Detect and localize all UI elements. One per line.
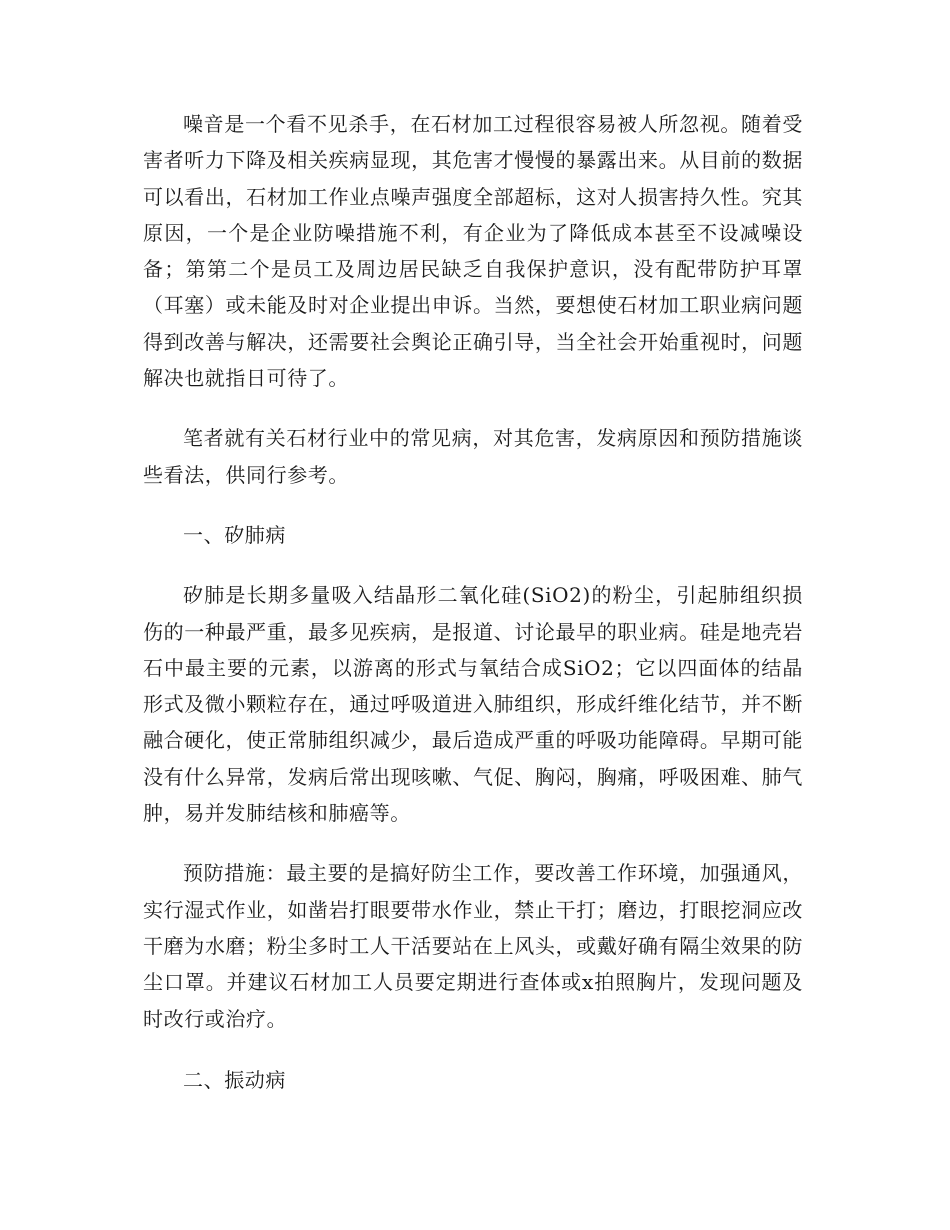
paragraph-prevention: 预防措施：最主要的是搞好防尘工作，要改善工作环境，加强通风，实行湿式作业，如凿岩打眼要带水作业，禁止干打；磨边，打眼挖洞应改干磨为水磨；粉尘多时工人干活要站在上风头，或戴好确有隔尘效果的防尘口罩。并建议石材加工人员要定期进行查体或x拍照胸片，发现问题及时改行或治疗。 [143,861,803,1031]
paragraph-silicosis: 矽肺是长期多量吸入结晶形二氧化硅(SiO2)的粉尘，引起肺组织损伤的一种最严重，最多见疾病，是报道、讨论最早的职业病。硅是地壳岩石中最主要的元素，以游离的形式与氧结合成SiO2；它以四面体的结晶形式及微小颗粒存在，通过呼吸道进入肺组织，形成纤维化结节，并不断融合硬化，使正常肺组织减少，最后造成严重的呼吸功能障碍。早期可能没有什么异常，发病后常出现咳嗽、气促、胸闷，胸痛，呼吸困难、肺气肿，易并发肺结核和肺癌等。 [143,583,803,826]
heading-silicosis: 一、矽肺病 [183,522,286,547]
document-body [143,106,803,1098]
paragraph-noise-hazard: 噪音是一个看不见杀手，在石材加工过程很容易被人所忽视。随着受害者听力下降及相关疾病显现，其危害才慢慢的暴露出来。从目前的数据可以看出，石材加工作业点噪声强度全部超标，这对人损害持久性。究其原因，一个是企业防噪措施不利，有企业为了降低成本甚至不设减噪设备；第第二个是员工及周边居民缺乏自我保护意识，没有配带防护耳罩（耳塞）或未能及时对企业提出申诉。当然，要想使石材加工职业病问题得到改善与解决，还需要社会舆论正确引导，当全社会开始重视时，问题解决也就指日可待了。 [143,112,803,391]
paragraph-author-intro: 笔者就有关石材行业中的常见病，对其危害，发病原因和预防措施谈些看法，供同行参考。 [143,426,803,487]
heading-vibration-disease: 二、振动病 [183,1067,286,1092]
